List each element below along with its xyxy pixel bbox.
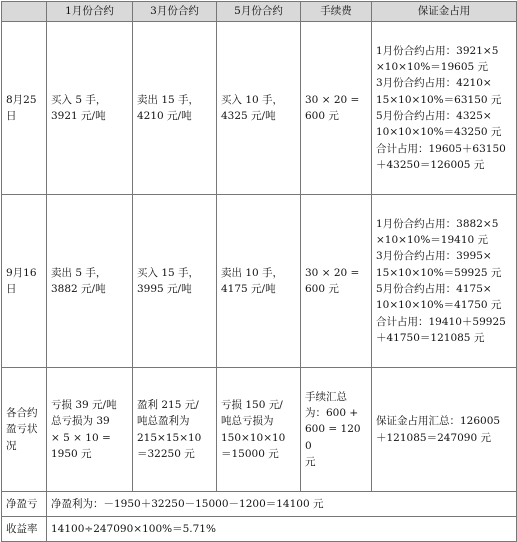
futures-spread-table bbox=[1, 1, 517, 542]
profit-mar: 盈利 215 元/ 吨总盈利为 215×15×10 ＝32250 元 bbox=[133, 368, 217, 492]
header-jan: 1月份合约 bbox=[47, 2, 133, 22]
header-may: 5月份合约 bbox=[217, 2, 301, 22]
table-row bbox=[2, 195, 517, 368]
row-date: 8月25 日 bbox=[2, 22, 47, 195]
yield-value: 14100÷247090×100%＝5.71% bbox=[47, 517, 517, 542]
net-label: 净盈亏 bbox=[2, 492, 47, 517]
profit-may: 亏损 150 元/ 吨总亏损为 150×10×10 ＝15000 元 bbox=[217, 368, 301, 492]
cell-jan: 买入 5 手， 3921 元/吨 bbox=[47, 22, 133, 195]
header-blank bbox=[2, 2, 47, 22]
cell-jan: 卖出 5 手， 3882 元/吨 bbox=[47, 195, 133, 368]
yield-label: 收益率 bbox=[2, 517, 47, 542]
cell-fee: 30 × 20 = 600 元 bbox=[301, 195, 372, 368]
table-row bbox=[2, 22, 517, 195]
cell-margin: 1月份合约占用：3882×5 ×10×10%＝19410 元 3月份合约占用：3995× 15×10×10%＝59925 元 5月份合约占用：4175× 10×10×10%＝41750 元 合计占用：19410＋59925 ＋41750＝121085 元 bbox=[372, 195, 517, 368]
profit-margin: 保证金占用汇总：126005 ＋121085＝247090 元 bbox=[372, 368, 517, 492]
cell-mar: 卖出 15 手， 4210 元/吨 bbox=[133, 22, 217, 195]
cell-margin: 1月份合约占用：3921×5 ×10×10%＝19605 元 3月份合约占用：4210× 15×10×10%＝63150 元 5月份合约占用：4325× 10×10×10%＝43250 元 合计占用：19605＋63150 ＋43250＝126005 元 bbox=[372, 22, 517, 195]
profit-row bbox=[2, 368, 517, 492]
cell-mar: 买入 15 手， 3995 元/吨 bbox=[133, 195, 217, 368]
header-margin: 保证金占用 bbox=[372, 2, 517, 22]
profit-fee: 手续汇总 为：600 + 600 = 1200 元 bbox=[301, 368, 372, 492]
header-fee: 手续费 bbox=[301, 2, 372, 22]
cell-fee: 30 × 20 = 600 元 bbox=[301, 22, 372, 195]
net-row bbox=[2, 492, 517, 517]
header-mar: 3月份合约 bbox=[133, 2, 217, 22]
profit-label: 各合约 盈亏状 况 bbox=[2, 368, 47, 492]
net-value: 净盈利为：－1950＋32250－15000－1200＝14100 元 bbox=[47, 492, 517, 517]
yield-row bbox=[2, 517, 517, 542]
profit-jan: 亏损 39 元/吨 总亏损为 39 × 5 × 10 = 1950 元 bbox=[47, 368, 133, 492]
row-date: 9月16 日 bbox=[2, 195, 47, 368]
cell-may: 卖出 10 手， 4175 元/吨 bbox=[217, 195, 301, 368]
cell-may: 买入 10 手， 4325 元/吨 bbox=[217, 22, 301, 195]
header-row bbox=[2, 2, 517, 22]
